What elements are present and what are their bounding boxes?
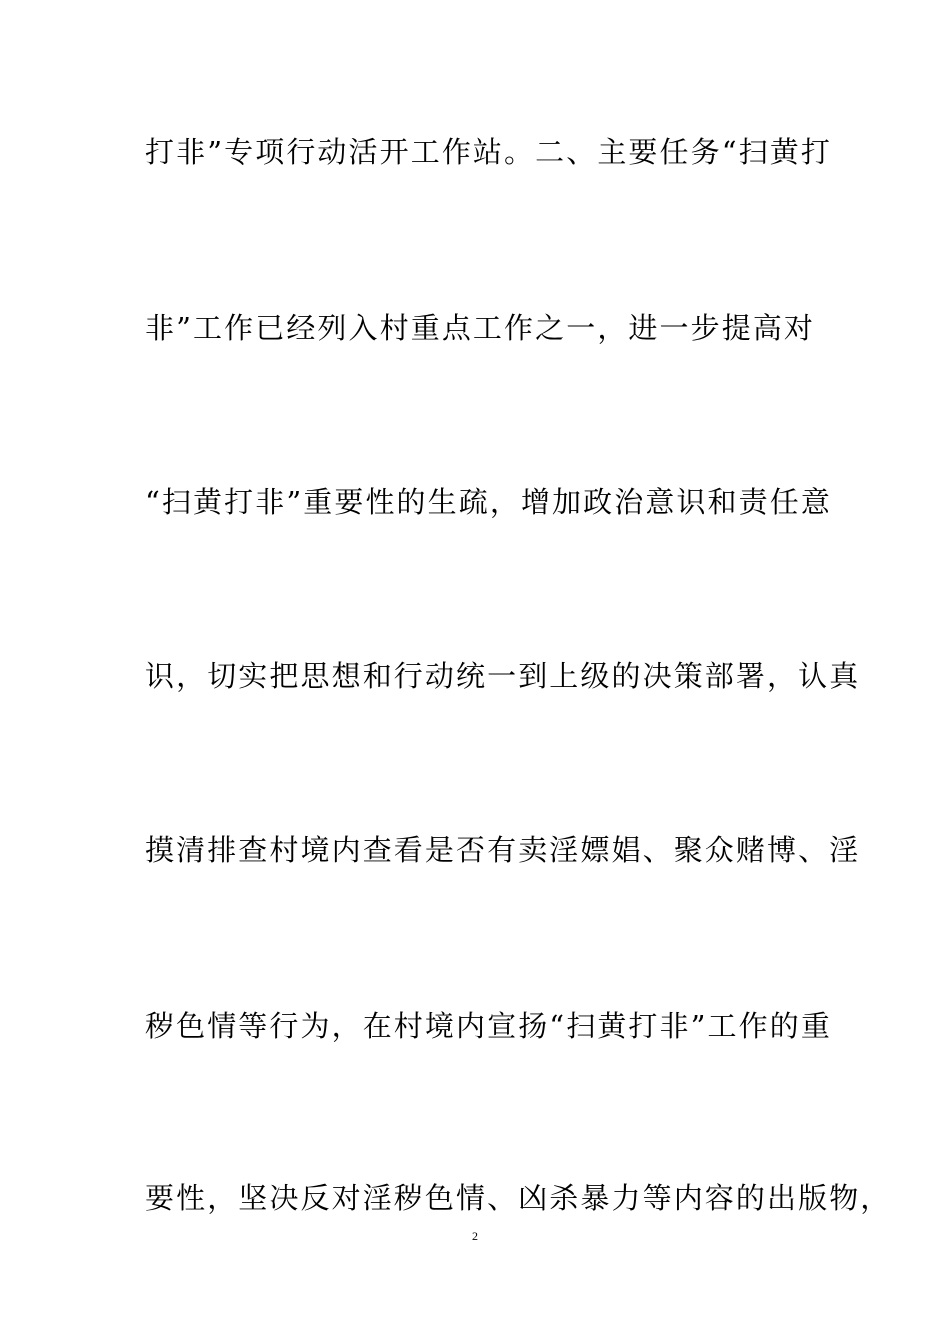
body-text-line: 摸清排查村境内查看是否有卖淫嫖娼、聚众赌博、淫 [145,833,861,867]
body-text-line: 要性，坚决反对淫秽色情、凶杀暴力等内容的出版物， [145,1181,892,1215]
body-text-line: 识，切实把思想和行动统一到上级的决策部署，认真 [145,659,861,693]
body-text-line: “扫黄打非”重要性的生疏，增加政治意识和责任意 [145,485,832,519]
body-text-line: 非”工作已经列入村重点工作之一，进一步提高对 [145,311,816,345]
body-text-line: 秽色情等行为，在村境内宣扬“扫黄打非”工作的重 [145,1009,832,1043]
body-text-line: 打非”专项行动活开工作站。二、主要任务“扫黄打 [145,135,832,169]
page-number: 2 [472,1229,478,1243]
